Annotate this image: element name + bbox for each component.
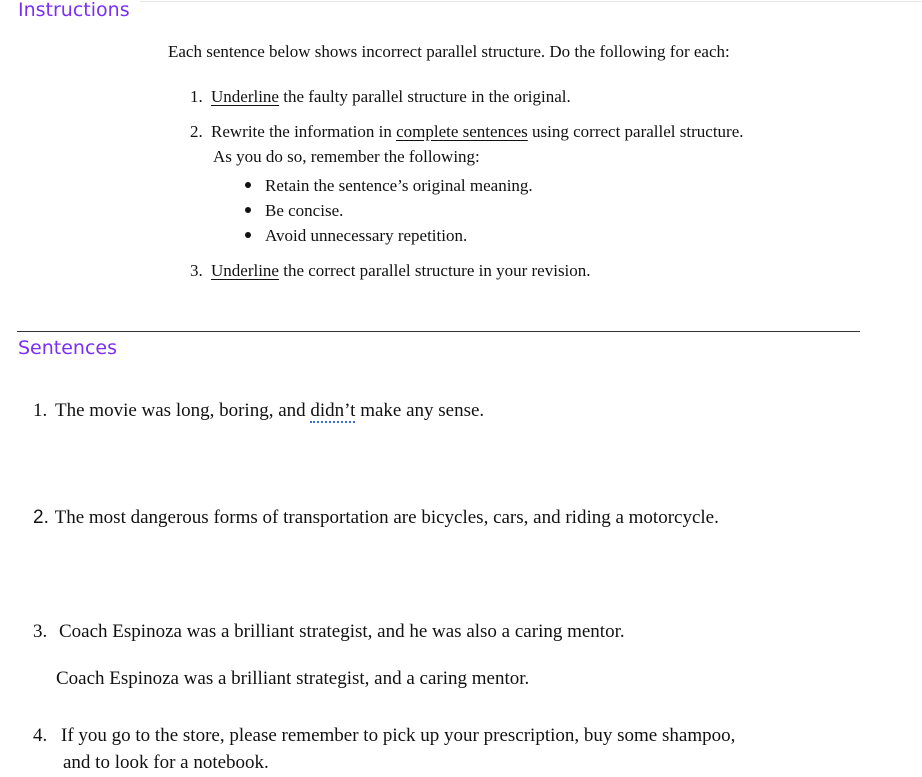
sentence-3-number: 3. <box>33 621 48 642</box>
step-2 <box>190 123 744 140</box>
sentence-4-line2: and to look for a notebook. <box>63 752 269 773</box>
step-3 <box>190 262 591 279</box>
sentence-4-text: If you go to the store, please remember to pick up your prescription, buy some shampoo, <box>61 725 736 746</box>
step-3-underlined: Underline <box>211 261 279 280</box>
sentence-1-number: 1. <box>33 400 48 421</box>
step-1-text: the faulty parallel structure in the original. <box>278 87 571 106</box>
sentence-1-text-before: The movie was long, boring, and <box>55 400 311 421</box>
bullet-dot <box>245 182 251 188</box>
sentences-heading: Sentences <box>18 337 118 359</box>
step-2-text-after: using correct parallel structure. <box>527 122 744 141</box>
spelling-flagged-word[interactable]: didn’t <box>310 400 356 421</box>
sentence-1 <box>33 401 484 420</box>
sentence-1-text-after: make any sense. <box>355 400 485 421</box>
sentence-4 <box>33 726 735 745</box>
sentence-2-text: The most dangerous forms of transportation are bicycles, cars, and riding a motorcycle. <box>54 507 719 528</box>
step-1-underlined: Underline <box>211 87 279 106</box>
bullet-dot <box>245 232 251 238</box>
bullet-item: Retain the sentence’s original meaning. <box>265 176 533 195</box>
instructions-intro: Each sentence below shows incorrect parallel structure. Do the following for each: <box>168 42 730 61</box>
sentence-2 <box>33 508 719 527</box>
step-2-line2: As you do so, remember the following: <box>213 147 480 166</box>
section-divider <box>17 331 860 332</box>
sentence-3-text: Coach Espinoza was a brilliant strategist, and he was also a caring mentor. <box>59 621 625 642</box>
bullet-item: Be concise. <box>265 201 344 220</box>
sentence-4-number: 4. <box>33 725 48 746</box>
step-2-text-before: Rewrite the information in <box>211 122 397 141</box>
step-1-number: 1. <box>190 87 203 106</box>
step-1 <box>190 88 571 105</box>
instructions-heading: Instructions <box>18 0 130 21</box>
sentence-3-revision: Coach Espinoza was a brilliant strategist, and a caring mentor. <box>56 668 530 689</box>
step-2-number: 2. <box>190 122 203 141</box>
step-3-number: 3. <box>190 261 203 280</box>
bullet-dot <box>245 207 251 213</box>
step-2-underlined: complete sentences <box>396 122 528 141</box>
sentence-3 <box>33 622 625 641</box>
top-border <box>140 1 922 2</box>
sentence-2-number: 2. <box>33 507 49 528</box>
step-3-text: the correct parallel structure in your revision. <box>278 261 591 280</box>
bullet-item: Avoid unnecessary repetition. <box>265 226 468 245</box>
